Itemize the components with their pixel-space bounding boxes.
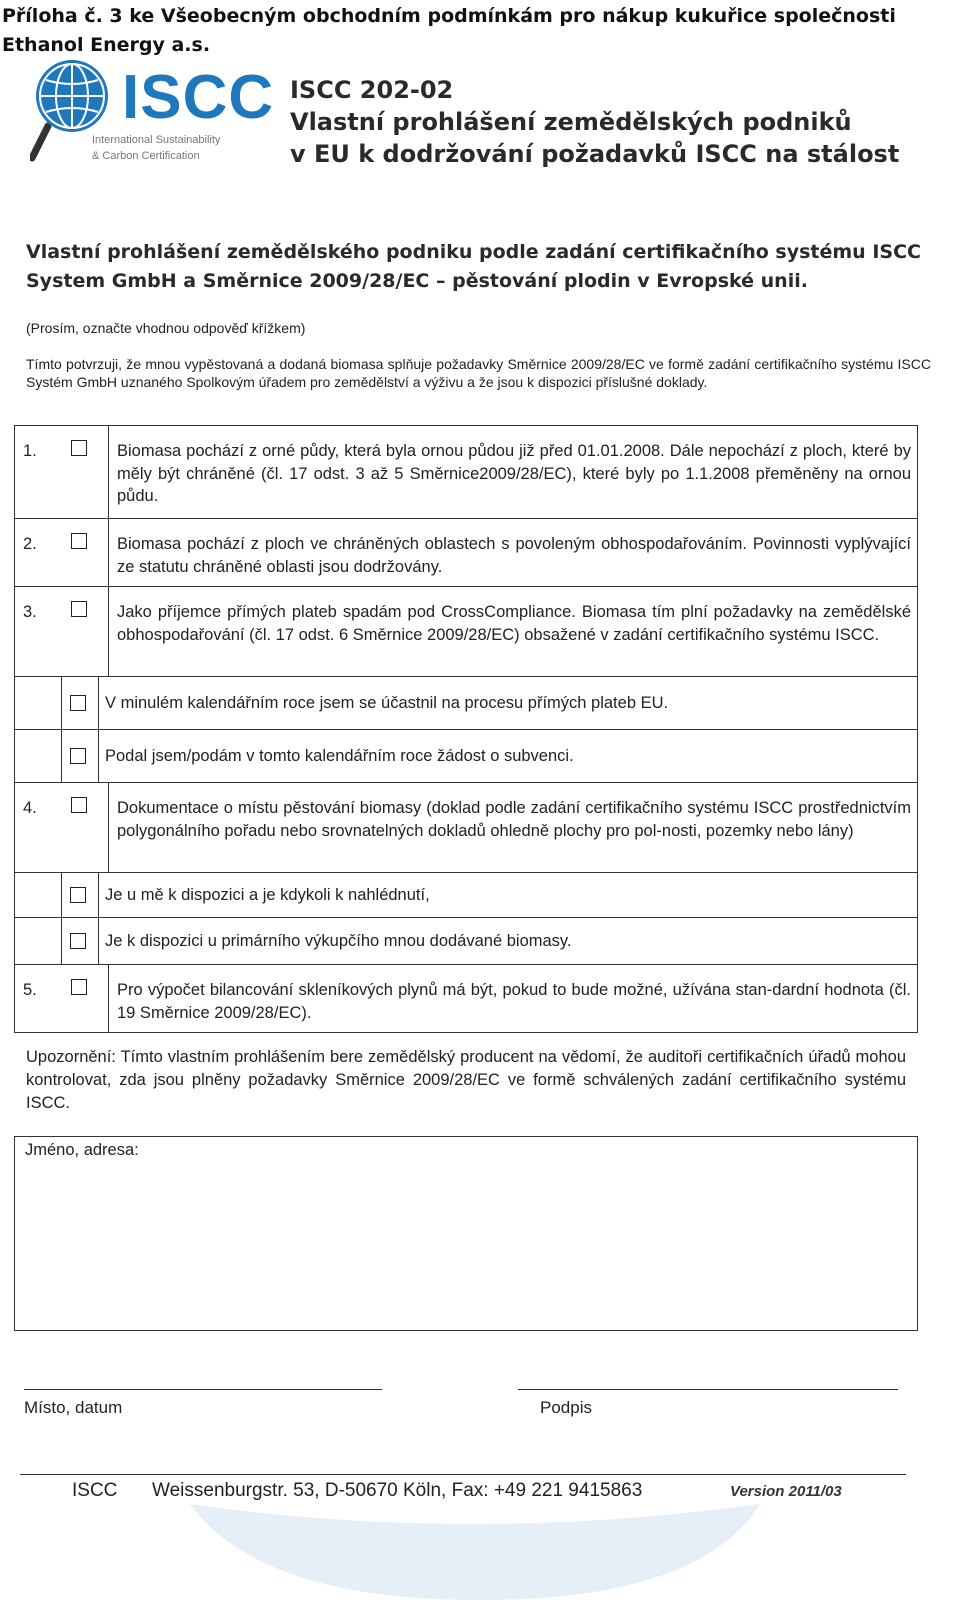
item-checkbox[interactable] — [71, 440, 87, 456]
footer-version: Version 2011/03 — [730, 1483, 842, 1500]
subitem-checkbox[interactable] — [70, 887, 86, 903]
signature-label: Podpis — [540, 1398, 592, 1417]
table-row — [15, 873, 918, 918]
item-text: Biomasa pochází z orné půdy, která byla ornou půdou již před 01.01.2008. Dále nepochází z ploch, které by měly být chráněné (čl. 17 odst. 3 až 5 Směrnice2009/28/EC), které byly po 1.1.2008 přeměněny na ornou půdu. — [109, 426, 918, 519]
table-row — [15, 783, 918, 873]
table-row — [15, 587, 918, 677]
subitem-text: V minulém kalendářním roce jsem se účastnil na procesu přímých plateb EU. — [105, 693, 669, 712]
table-row — [15, 519, 918, 587]
item-number: 1. — [15, 426, 62, 519]
table-row — [15, 730, 918, 783]
item-number: 3. — [15, 587, 62, 677]
subitem-checkbox[interactable] — [70, 933, 86, 949]
subitem-text: Je k dispozici u primárního výkupčího mnou dodávané biomasy. — [105, 931, 572, 950]
subitem-text: Je u mě k dispozici a je kdykoli k nahlédnutí, — [105, 885, 430, 904]
item-text: Jako příjemce přímých plateb spadám pod CrossCompliance. Biomasa tím plní požadavky na zemědělské obhospodařování (čl. 17 odst. 6 Směrnice 2009/28/EC) obsažené v zadání certifikačního systému ISCC. — [109, 587, 918, 677]
subitem-text: Podal jsem/podám v tomto kalendářním roce žádost o subvenci. — [105, 746, 574, 765]
item-checkbox[interactable] — [71, 797, 87, 813]
footer-divider — [20, 1474, 906, 1475]
item-checkbox[interactable] — [71, 979, 87, 995]
annex-title: Příloha č. 3 ke Všeobecným obchodním podmínkám pro nákup kukuřice společnosti Ethanol Energy a.s. — [2, 5, 896, 56]
item-number: 2. — [15, 519, 62, 587]
footer-address: Weissenburgstr. 53, D-50670 Köln, Fax: +49 221 9415863 — [152, 1480, 643, 1501]
table-row — [15, 918, 918, 965]
iscc-logo — [30, 58, 275, 168]
document-code: ISCC 202-02 — [290, 76, 454, 104]
item-text: Pro výpočet bilancování skleníkových plynů má být, pokud to bude možné, užívána stan-dardní hodnota (čl. 19 Směrnice 2009/28/EC). — [109, 965, 918, 1033]
warning-text: Upozornění: Tímto vlastním prohlášením bere zemědělský producent na vědomí, že auditoři certifikačních úřadů mohou kontrolovat, zda jsou plněny požadavky Směrnice 2009/28/EC ve formě schválených zadání certifikačního systému ISCC. — [26, 1048, 906, 1112]
name-address-field[interactable] — [14, 1136, 918, 1331]
logo-subtitle: & Carbon Certification — [92, 150, 200, 162]
document-title: v EU k dodržování požadavků ISCC na stálost — [290, 140, 900, 168]
item-text: Biomasa pochází z ploch ve chráněných oblastech s povoleným obhospodařováním. Povinnosti vyplývající ze statutu chráněné oblasti jsou dodržovány. — [109, 519, 918, 587]
logo-wordmark: ISCC — [122, 63, 275, 132]
logo-subtitle: International Sustainability — [92, 134, 221, 146]
item-checkbox[interactable] — [71, 533, 87, 549]
signature-line[interactable] — [518, 1389, 898, 1390]
declaration-title: Vlastní prohlášení zemědělského podniku podle zadání certifikačního systému ISCC System GmbH a Směrnice 2009/28/EC – pěstování plodin v Evropské unii. — [26, 241, 921, 292]
subitem-checkbox[interactable] — [70, 695, 86, 711]
table-row — [15, 426, 918, 519]
table-row — [15, 677, 918, 730]
name-address-label: Jméno, adresa: — [25, 1141, 139, 1159]
item-checkbox[interactable] — [71, 601, 87, 617]
item-number: 4. — [15, 783, 62, 873]
item-number: 5. — [15, 965, 62, 1033]
confirmation-text: Tímto potvrzuji, že mnou vypěstovaná a dodaná biomasa splňuje požadavky Směrnice 2009/28/EC ve formě zadání certifikačního systému ISCC Systém GmbH uznaného Spolkovým úřadem pro zemědělství a výživu a že jsou k dispozici příslušné doklady. — [26, 356, 931, 390]
declaration-table — [14, 425, 918, 1033]
table-row — [15, 965, 918, 1033]
footer-wave-decoration — [0, 1504, 960, 1600]
place-date-line[interactable] — [24, 1389, 382, 1390]
footer-org: ISCC — [72, 1480, 118, 1501]
place-date-label: Místo, datum — [24, 1398, 123, 1417]
document-title: Vlastní prohlášení zemědělských podniků — [290, 108, 852, 136]
subitem-checkbox[interactable] — [70, 748, 86, 764]
item-text: Dokumentace o místu pěstování biomasy (doklad podle zadání certifikačního systému ISCC prostřednictvím polygonálního pořadu nebo srovnatelných dokladů ohledně plochy pro pol-nosti, pozemky nebo lány) — [109, 783, 918, 873]
instruction-note: (Prosím, označte vhodnou odpověď křížkem) — [26, 320, 306, 336]
